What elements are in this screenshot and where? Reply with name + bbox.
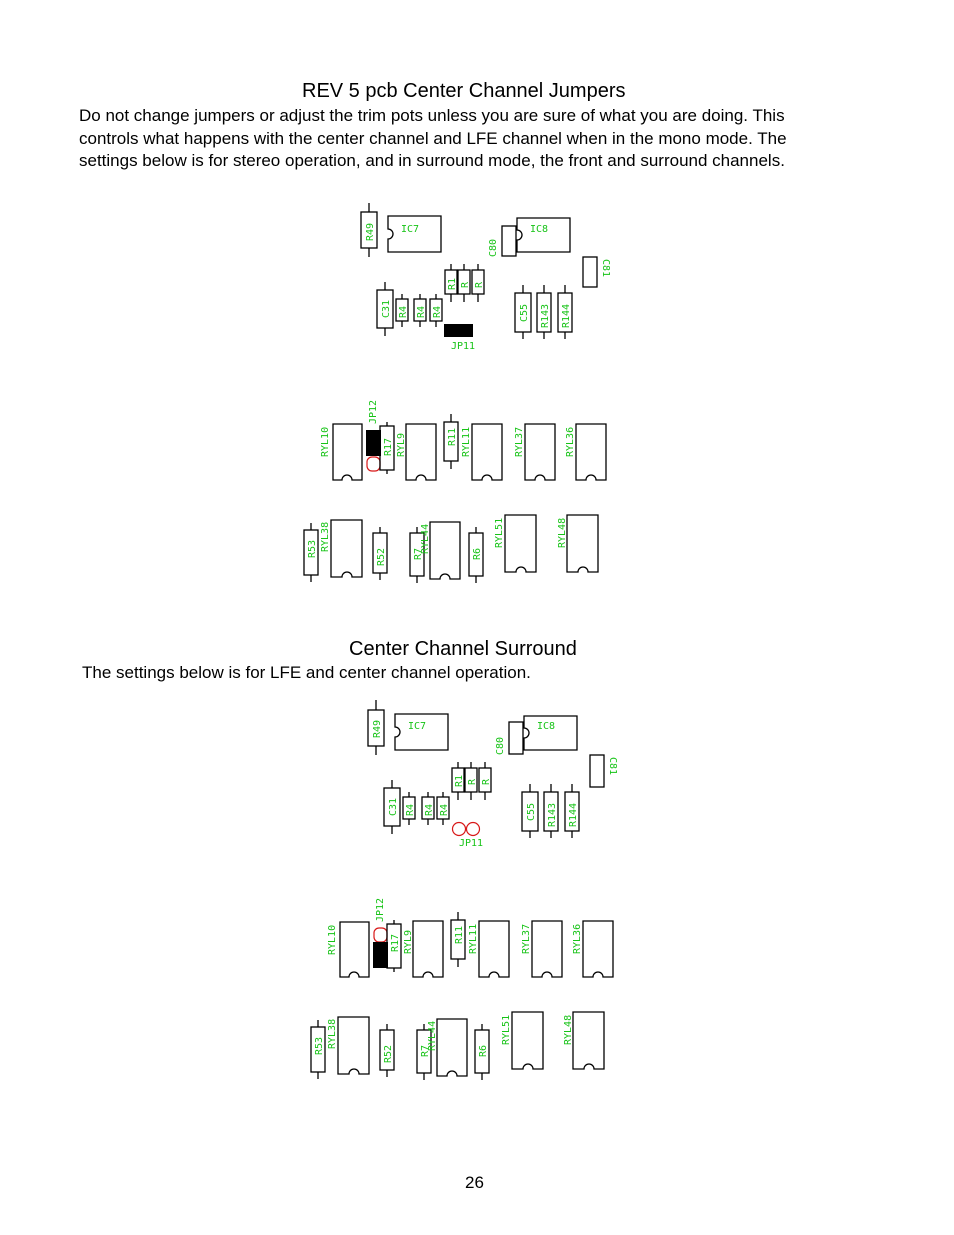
svg-text:R52: R52 [383,1044,394,1063]
ryl44-relay [427,1019,467,1076]
r144-resistor [565,784,579,838]
ryl10-relay [327,922,369,977]
ryl48-relay [563,1012,604,1069]
svg-text:R49: R49 [365,222,376,241]
svg-text:RYL11: RYL11 [461,426,472,457]
jp11-jumper [453,823,484,850]
svg-text:JP12: JP12 [368,399,379,424]
r52-resistor [380,1024,394,1077]
r-resistor-a [465,762,478,800]
svg-text:JP11: JP11 [459,838,484,849]
svg-text:RYL10: RYL10 [320,426,331,457]
svg-text:R143: R143 [547,802,558,827]
svg-text:R: R [481,778,492,785]
svg-text:RYL44: RYL44 [420,523,431,554]
c81-capacitor [590,755,618,787]
r6-resistor [475,1024,489,1080]
svg-text:R11: R11 [447,427,458,446]
section2-line-1: The settings below is for LFE and center channel operation. [82,663,531,682]
svg-text:C81: C81 [607,757,618,776]
ryl11-relay [468,921,509,977]
svg-text:C55: C55 [526,802,537,821]
svg-text:R11: R11 [454,925,465,944]
r49-resistor [368,700,384,755]
r4-resistor-c [437,792,450,825]
svg-text:R144: R144 [568,802,579,827]
svg-text:R: R [460,281,471,288]
ic7-chip [395,714,448,750]
svg-text:RYL51: RYL51 [501,1014,512,1045]
r1-resistor [452,762,465,800]
svg-text:R144: R144 [561,303,572,328]
svg-text:RYL48: RYL48 [557,517,568,548]
svg-text:R4: R4 [405,803,416,816]
svg-text:IC7: IC7 [408,721,427,732]
svg-text:R49: R49 [372,719,383,738]
ryl38-relay [327,1017,369,1074]
r4-resistor-b [422,792,435,825]
ic8-chip [524,716,577,750]
c80-capacitor [495,722,523,755]
svg-text:R53: R53 [314,1036,325,1055]
svg-text:JP12: JP12 [375,897,386,922]
svg-text:R4: R4 [424,803,435,816]
svg-text:C80: C80 [488,238,499,257]
section1-line-2: controls what happens with the center channel and LFE channel when in the mono mode. The [79,128,787,148]
svg-text:JP11: JP11 [451,341,476,352]
svg-text:R17: R17 [383,437,394,456]
svg-text:C80: C80 [495,736,506,755]
svg-text:R1: R1 [447,277,458,290]
page-number: 26 [465,1173,484,1192]
svg-text:R143: R143 [540,303,551,328]
svg-text:R4: R4 [439,803,450,816]
svg-text:RYL38: RYL38 [327,1018,338,1049]
r143-resistor [544,784,558,838]
svg-text:R4: R4 [398,305,409,318]
svg-text:RYL36: RYL36 [572,923,583,954]
svg-text:IC8: IC8 [537,721,556,732]
ryl9-relay [403,921,443,977]
r11-resistor [451,912,465,967]
section1-line-1: Do not change jumpers or adjust the trim pots unless you are sure of what you are doing. This [79,106,785,125]
ryl36-relay [572,921,613,977]
svg-text:RYL10: RYL10 [327,924,338,955]
svg-text:C55: C55 [519,303,530,322]
svg-text:RYL48: RYL48 [563,1014,574,1045]
r-resistor-b [479,762,492,800]
svg-text:C31: C31 [381,299,392,318]
svg-text:RYL38: RYL38 [320,521,331,552]
section1-title: REV 5 pcb Center Channel Jumpers [302,80,626,102]
ryl37-relay [521,921,562,977]
svg-text:IC7: IC7 [401,224,420,235]
ryl51-relay [501,1012,543,1069]
svg-text:RYL44: RYL44 [427,1020,438,1051]
svg-text:R17: R17 [390,933,401,952]
r53-resistor [311,1020,325,1079]
svg-text:R1: R1 [454,774,465,787]
svg-text:RYL11: RYL11 [468,923,479,954]
svg-text:RYL36: RYL36 [565,426,576,457]
r17-resistor [387,920,401,972]
svg-text:R6: R6 [478,1044,489,1057]
svg-text:R7: R7 [413,547,424,560]
svg-text:R: R [467,778,478,785]
svg-text:RYL9: RYL9 [403,929,414,954]
svg-text:R52: R52 [376,547,387,566]
r4-resistor-a [403,792,416,825]
svg-text:RYL51: RYL51 [494,517,505,548]
svg-text:R4: R4 [416,305,427,318]
section2-title: Center Channel Surround [349,638,577,660]
svg-text:R53: R53 [307,539,318,558]
svg-text:C81: C81 [600,259,611,278]
svg-text:RYL9: RYL9 [396,432,407,457]
svg-text:R: R [474,281,485,288]
svg-text:RYL37: RYL37 [521,923,532,954]
svg-text:C31: C31 [388,797,399,816]
jp12-jumper [373,898,388,968]
svg-text:R7: R7 [420,1044,431,1057]
svg-text:RYL37: RYL37 [514,426,525,457]
svg-text:R4: R4 [432,305,443,318]
section1-line-3: settings below is for stereo operation, and in surround mode, the front and surround channels. [79,151,785,170]
c31-capacitor [384,780,400,834]
svg-text:R6: R6 [472,547,483,560]
c55-capacitor [522,784,538,838]
svg-text:IC8: IC8 [530,224,549,235]
